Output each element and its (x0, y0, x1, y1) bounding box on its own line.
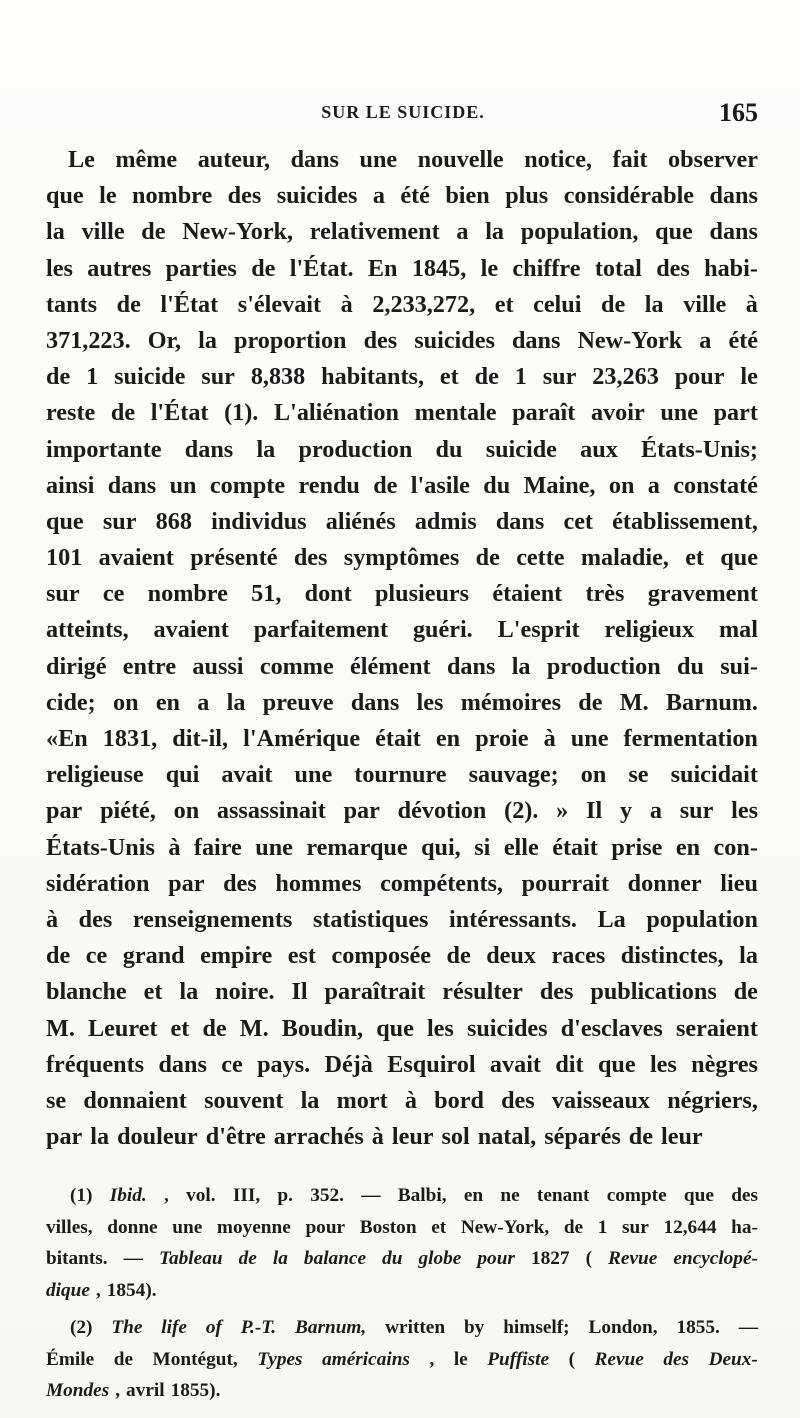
text-line: tants de l'État s'élevait à 2,233,272, et celui de la ville à (46, 290, 758, 318)
running-head (48, 98, 758, 136)
text-line: blanche et la noire. Il paraîtrait résulter des publications de (46, 978, 758, 1006)
text-line: religieuse qui avait une tournure sauvage; on se suicidait (46, 761, 758, 789)
text-line: par la douleur d'être arrachés à leur sol natal, séparés de leur (46, 1123, 703, 1151)
text-line: les autres parties de l'État. En 1845, le chiffre total des habi- (46, 254, 758, 282)
footnote-line: bitants. — Tableau de la balance du globe pour 1827 ( Revue encyclopé- (46, 1248, 758, 1269)
footnote-line: villes, donne une moyenne pour Boston et New-York, de 1 sur 12,644 ha- (46, 1216, 758, 1238)
text-line: «En 1831, dit-il, l'Amérique était en proie à une fermentation (46, 725, 758, 752)
footnote-line: dique , 1854). (46, 1279, 157, 1301)
text-line: importante dans la production du suicide aux États-Unis; (46, 435, 758, 463)
text-line: de 1 suicide sur 8,838 habitants, et de 1 sur 23,263 pour le (46, 363, 758, 391)
text-line: sidération par des hommes compétents, pourrait donner lieu (46, 869, 758, 897)
text-line: 101 avaient présenté des symptômes de cette maladie, et que (46, 544, 758, 572)
page-number: 165 (719, 98, 758, 127)
footnote-line: (2) The life of P.-T. Barnum, written by himself; London, 1855. — (70, 1317, 758, 1338)
footnote-line: (1) Ibid. , vol. III, p. 352. — Balbi, en ne tenant compte que des (70, 1185, 758, 1206)
text-line: États-Unis à faire une remarque qui, si elle était prise en con- (46, 833, 758, 861)
text-line: de ce grand empire est composée de deux races distinctes, la (46, 942, 758, 970)
text-line: se donnaient souvent la mort à bord des vaisseaux négriers, (46, 1086, 758, 1114)
footnote-line: Mondes , avril 1855). (46, 1380, 221, 1401)
footnotes (46, 1180, 758, 1407)
text-line: sur ce nombre 51, dont plusieurs étaient très gravement (46, 580, 758, 608)
footnote-line: Émile de Montégut, Types américains , le Puffiste ( Revue des Deux- (46, 1348, 758, 1370)
text-line: reste de l'État (1). L'aliénation mentale paraît avoir une part (46, 399, 758, 427)
body-text (46, 142, 758, 1155)
running-title: SUR LE SUICIDE. (321, 102, 485, 122)
text-line: que le nombre des suicides a été bien plus considérable dans (46, 182, 758, 210)
text-line: M. Leuret et de M. Boudin, que les suicides d'esclaves seraient (46, 1014, 758, 1042)
text-line: par piété, on assassinait par dévotion (2). » Il y a sur les (46, 797, 758, 825)
text-line: que sur 868 individus aliénés admis dans cet établissement, (46, 507, 758, 535)
text-line: 371,223. Or, la proportion des suicides dans New-York a été (46, 326, 758, 354)
text-line: cide; on en a la preuve dans les mémoires de M. Barnum. (46, 688, 758, 716)
text-line: ainsi dans un compte rendu de l'asile du Maine, on a constaté (46, 471, 758, 499)
text-line: fréquents dans ce pays. Déjà Esquirol avait dit que les nègres (46, 1050, 758, 1078)
text-line: dirigé entre aussi comme élément dans la production du sui- (46, 652, 758, 680)
text-line: à des renseignements statistiques intéressants. La population (46, 905, 758, 933)
text-line: atteints, avaient parfaitement guéri. L'esprit religieux mal (46, 616, 758, 644)
text-line: la ville de New-York, relativement a la population, que dans (46, 218, 758, 246)
text-line: Le même auteur, dans une nouvelle notice, fait observer (68, 146, 758, 173)
